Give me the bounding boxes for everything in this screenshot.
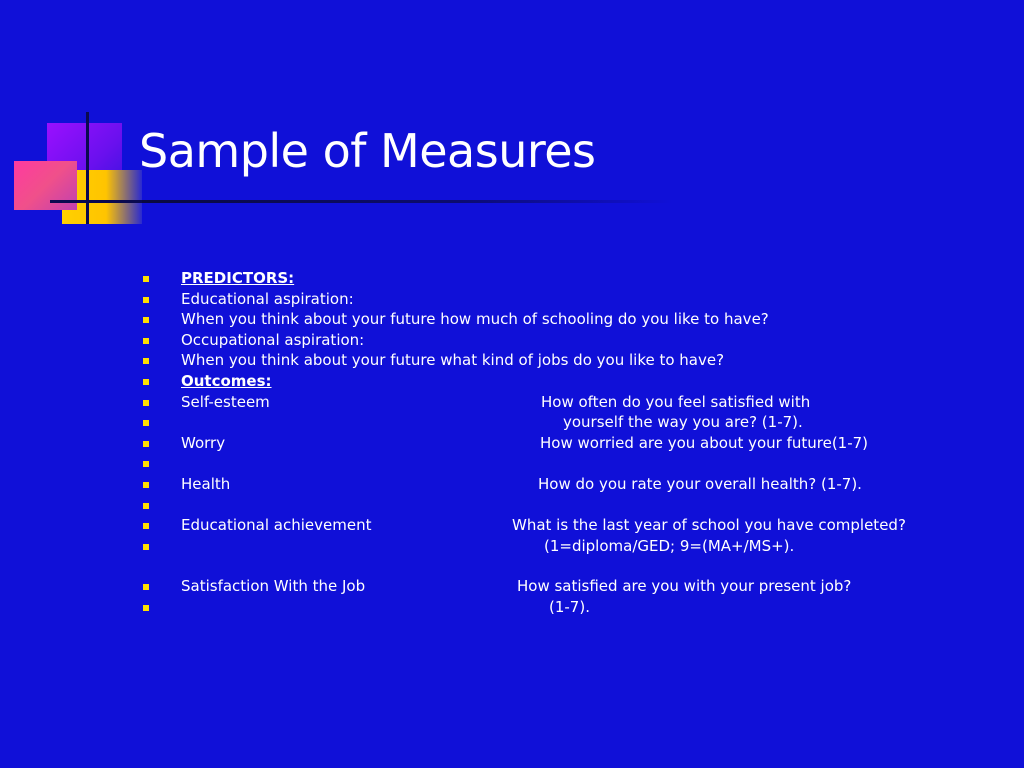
list-item xyxy=(140,330,1000,351)
bullet-square-icon xyxy=(143,297,149,303)
list-item xyxy=(140,309,1000,330)
item-label: Self-esteem xyxy=(181,392,270,411)
item-label: Occupational aspiration: xyxy=(181,330,365,349)
bullet-square-icon xyxy=(143,358,149,364)
bullet-square-icon xyxy=(143,338,149,344)
list-item xyxy=(140,597,1000,618)
item-label: Health xyxy=(181,474,231,493)
list-item xyxy=(140,350,1000,371)
list-item xyxy=(140,392,1000,413)
item-question: What is the last year of school you have completed? xyxy=(512,516,906,535)
list-item xyxy=(140,371,1000,392)
bullet-square-icon xyxy=(143,503,149,509)
item-label: Educational aspiration: xyxy=(181,289,354,308)
slide-title: Sample of Measures xyxy=(139,124,596,178)
outcomes-heading: Outcomes: xyxy=(181,371,272,390)
bullet-square-icon xyxy=(143,605,149,611)
item-label: Satisfaction With the Job xyxy=(181,577,366,596)
list-spacer xyxy=(140,556,1000,576)
item-question: yourself the way you are? (1-7). xyxy=(563,413,803,432)
list-item xyxy=(140,515,1000,536)
bullet-square-icon xyxy=(143,544,149,550)
bullet-square-icon xyxy=(143,400,149,406)
item-label: When you think about your future what kind of jobs do you like to have? xyxy=(181,351,725,370)
item-question: (1-7). xyxy=(549,597,590,616)
bullet-square-icon xyxy=(143,584,149,590)
list-item xyxy=(140,289,1000,310)
list-item xyxy=(140,576,1000,597)
item-question: How satisfied are you with your present job? xyxy=(517,577,852,596)
decor-horizontal-line xyxy=(50,200,142,203)
list-item xyxy=(140,474,1000,495)
list-item xyxy=(140,412,1000,433)
list-item xyxy=(140,495,1000,516)
predictors-heading: PREDICTORS: xyxy=(181,269,295,287)
list-item xyxy=(140,268,1000,289)
item-label: Worry xyxy=(181,433,226,452)
item-question: How do you rate your overall health? (1-7). xyxy=(538,474,862,493)
list-item xyxy=(140,453,1000,474)
bullet-square-icon xyxy=(143,276,149,282)
bullet-square-icon xyxy=(143,461,149,467)
bullet-square-icon xyxy=(143,379,149,385)
decor-vertical-line xyxy=(86,112,89,224)
title-underline xyxy=(142,200,672,203)
item-question: How often do you feel satisfied with xyxy=(541,392,811,411)
bullet-square-icon xyxy=(143,523,149,529)
item-label: When you think about your future how much of schooling do you like to have? xyxy=(181,310,769,329)
bullet-list xyxy=(140,268,1000,618)
item-question: (1=diploma/GED; 9=(MA+/MS+). xyxy=(544,536,795,555)
bullet-square-icon xyxy=(143,317,149,323)
bullet-square-icon xyxy=(143,482,149,488)
list-item xyxy=(140,536,1000,557)
list-item xyxy=(140,433,1000,454)
bullet-square-icon xyxy=(143,420,149,426)
item-question: How worried are you about your future(1-7) xyxy=(540,433,869,452)
item-label: Educational achievement xyxy=(181,516,372,535)
bullet-square-icon xyxy=(143,441,149,447)
